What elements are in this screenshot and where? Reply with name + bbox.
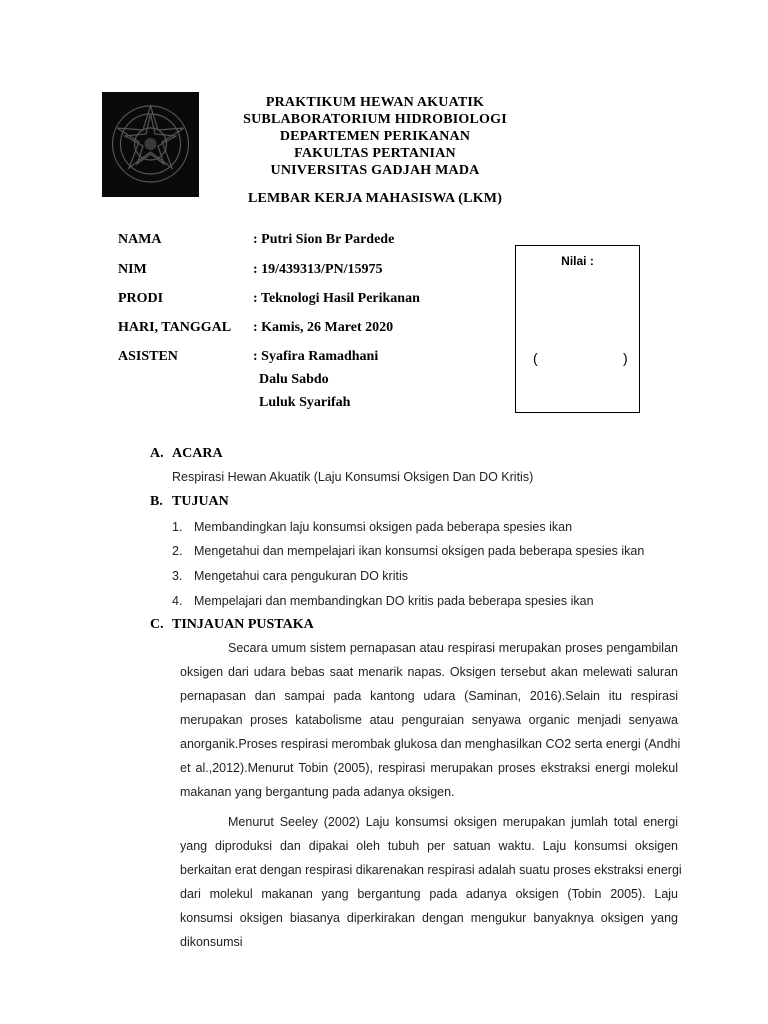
section-letter: C. [150, 617, 164, 632]
goal-item [172, 594, 594, 608]
goal-text: Membandingkan laju konsumsi oksigen pada beberapa spesies ikan [194, 520, 573, 534]
identity-label: NAMA [118, 232, 162, 247]
goal-number: 4. [172, 594, 183, 608]
assistant-name: Dalu Sabdo [259, 372, 329, 387]
identity-label: PRODI [118, 291, 164, 306]
literature-paragraph-1 [180, 636, 681, 804]
goal-number: 1. [172, 520, 183, 534]
identity-label: HARI, TANGGAL [118, 320, 232, 335]
institution-header [200, 94, 550, 179]
paragraph-line: Menurut Seeley (2002) Laju konsumsi oksigen merupakan jumlah total energi [228, 815, 678, 829]
header-line-faculty: FAKULTAS PERTANIAN [294, 146, 456, 161]
grade-box [515, 245, 640, 413]
identity-value: : Kamis, 26 Maret 2020 [253, 320, 394, 335]
identity-value: : Syafira Ramadhani [253, 349, 379, 364]
paragraph-line: makanan yang bergantung pada adanya oksigen. [180, 785, 455, 799]
goal-item [172, 520, 572, 534]
identity-value: : 19/439313/PN/15975 [253, 262, 383, 277]
paragraph-line: dikonsumsi [180, 935, 243, 949]
header-line-department: DEPARTEMEN PERIKANAN [279, 129, 471, 144]
paragraph-line: konsumsi oksigen biasanya diperkirakan dengan mengukur banyaknya oksigen yang [180, 911, 678, 925]
section-letter: A. [150, 446, 164, 461]
grade-paren-close: ) [623, 350, 628, 366]
section-heading-tujuan [150, 494, 229, 510]
form-title: LEMBAR KERJA MAHASISWA (LKM) [247, 191, 503, 206]
goal-number: 3. [172, 569, 183, 583]
identity-label: ASISTEN [118, 349, 178, 364]
paragraph-line: yang diproduksi dan dipakai oleh tubuh per satuan waktu. Laju konsumsi oksigen [180, 839, 678, 853]
paragraph-line: pernapasan dan sampai pada kantong udara (Saminan, 2016).Selain itu respirasi [180, 689, 678, 703]
header-line-sublab: SUBLABORATORIUM HIDROBIOLOGI [243, 112, 507, 127]
goal-item [172, 569, 408, 583]
section-title: ACARA [172, 446, 223, 461]
paragraph-line: merupakan proses katabolisme atau penguraian senyawa organic menjadi senyawa [180, 713, 678, 727]
header-line-course: PRAKTIKUM HEWAN AKUATIK [265, 95, 485, 110]
section-title: TINJAUAN PUSTAKA [172, 617, 314, 632]
goal-item [172, 544, 644, 558]
section-title: TUJUAN [172, 494, 229, 509]
goal-text: Mempelajari dan membandingkan DO kritis pada beberapa spesies ikan [194, 594, 594, 608]
acara-text: Respirasi Hewan Akuatik (Laju Konsumsi Oksigen Dan DO Kritis) [172, 470, 534, 484]
section-heading-tinjauan-pustaka [150, 617, 314, 633]
paragraph-line: anorganik.Proses respirasi merombak glukosa dan menghasilkan CO2 serta energi (Andhi [180, 737, 681, 751]
header-line-university: UNIVERSITAS GADJAH MADA [270, 163, 480, 178]
seal-emblem-icon [102, 92, 199, 197]
paragraph-line: et al.,2012).Menurut Tobin (2005), respirasi merupakan proses ekstraksi energi molekul [180, 761, 678, 775]
paragraph-line: dari molekul makanan yang bergantung pada adanya oksigen (Tobin 2005). Laju [180, 887, 678, 901]
paragraph-line: oksigen dari udara bebas saat menarik napas. Oksigen tersebut akan melewati saluran [180, 665, 678, 679]
goal-number: 2. [172, 544, 183, 558]
ugm-seal-logo [102, 92, 199, 197]
section-letter: B. [150, 494, 163, 509]
paragraph-line: berkaitan erat dengan respirasi dikarenakan respirasi adalah suatu proses ekstraksi energi [180, 863, 682, 877]
grade-label: Nilai : [561, 254, 594, 268]
goal-text: Mengetahui dan mempelajari ikan konsumsi oksigen pada beberapa spesies ikan [194, 544, 645, 558]
identity-label: NIM [118, 262, 147, 277]
assistant-name: Luluk Syarifah [259, 395, 351, 410]
paragraph-line: Secara umum sistem pernapasan atau respirasi merupakan proses pengambilan [228, 641, 678, 655]
grade-paren-open: ( [533, 350, 538, 366]
literature-paragraph-2 [180, 810, 682, 954]
goal-text: Mengetahui cara pengukuran DO kritis [194, 569, 409, 583]
identity-value: : Putri Sion Br Pardede [253, 232, 395, 247]
section-heading-acara [150, 446, 223, 462]
identity-value: : Teknologi Hasil Perikanan [253, 291, 420, 306]
